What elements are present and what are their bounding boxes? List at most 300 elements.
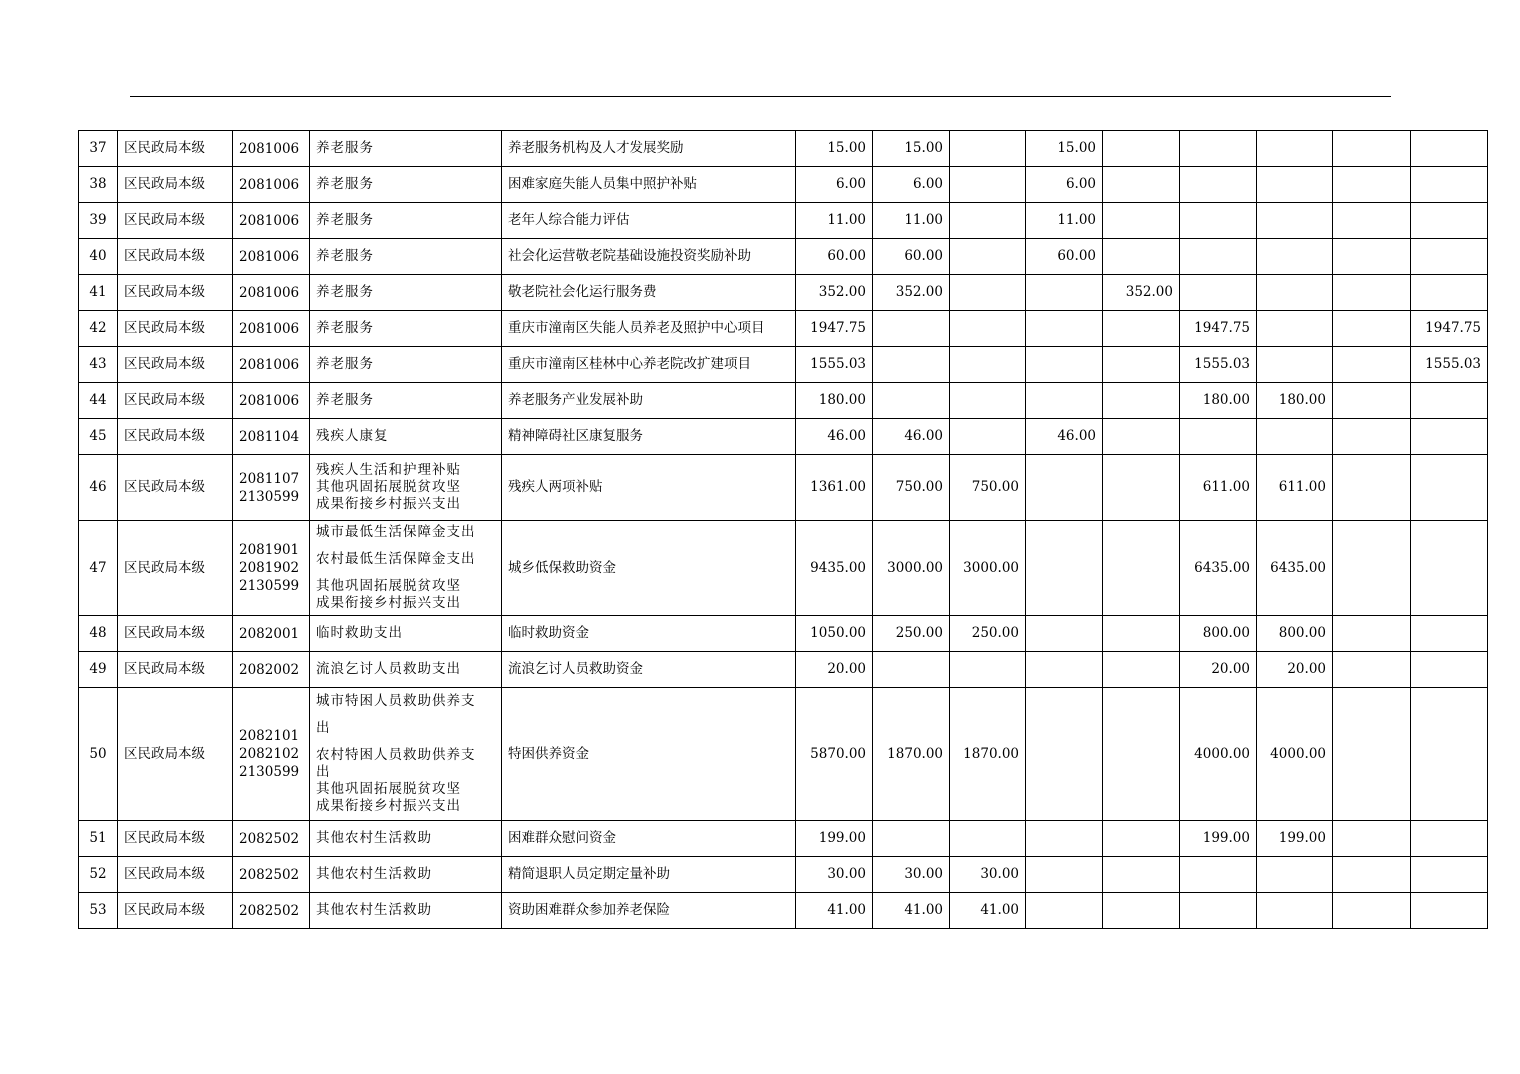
function-code: 2081104 bbox=[239, 428, 300, 445]
unit-cell: 区民政局本级 bbox=[118, 821, 233, 857]
row-number: 49 bbox=[79, 652, 118, 688]
amount-cell bbox=[1026, 821, 1103, 857]
function-code: 2082001 bbox=[239, 625, 300, 642]
amount-cell: 9435.00 bbox=[796, 521, 873, 616]
amount-cell: 41.00 bbox=[950, 893, 1026, 929]
amount-cell: 352.00 bbox=[1103, 275, 1180, 311]
project-name-cell: 敬老院社会化运行服务费 bbox=[502, 275, 796, 311]
function-category-cell bbox=[310, 239, 502, 275]
amount-cell bbox=[950, 239, 1026, 275]
function-category: 城市特困人员救助供养支 bbox=[316, 693, 476, 709]
row-number: 44 bbox=[79, 383, 118, 419]
project-name-cell: 临时救助资金 bbox=[502, 616, 796, 652]
amount-cell bbox=[1103, 167, 1180, 203]
amount-cell bbox=[1333, 347, 1411, 383]
function-category-cell bbox=[310, 821, 502, 857]
amount-cell bbox=[1411, 821, 1488, 857]
amount-cell bbox=[1333, 239, 1411, 275]
amount-cell: 800.00 bbox=[1180, 616, 1257, 652]
amount-cell bbox=[1257, 419, 1333, 455]
amount-cell: 750.00 bbox=[950, 455, 1026, 521]
amount-cell: 800.00 bbox=[1257, 616, 1333, 652]
amount-cell: 5870.00 bbox=[796, 688, 873, 821]
function-category: 其他农村生活救助 bbox=[316, 830, 432, 846]
function-code-cell bbox=[233, 167, 310, 203]
amount-cell bbox=[1180, 131, 1257, 167]
function-code-cell bbox=[233, 275, 310, 311]
amount-cell bbox=[1180, 239, 1257, 275]
project-name-cell: 资助困难群众参加养老保险 bbox=[502, 893, 796, 929]
amount-cell: 60.00 bbox=[873, 239, 950, 275]
function-code: 2081901 bbox=[239, 542, 300, 558]
amount-cell: 199.00 bbox=[796, 821, 873, 857]
function-code: 2130599 bbox=[239, 764, 300, 780]
amount-cell bbox=[1103, 857, 1180, 893]
amount-cell bbox=[1333, 383, 1411, 419]
amount-cell bbox=[1333, 311, 1411, 347]
table-row bbox=[79, 275, 1488, 311]
project-name-cell: 残疾人两项补贴 bbox=[502, 455, 796, 521]
amount-cell: 1555.03 bbox=[796, 347, 873, 383]
amount-cell: 15.00 bbox=[873, 131, 950, 167]
amount-cell bbox=[1257, 311, 1333, 347]
function-category: 农村最低生活保障金支出 bbox=[316, 551, 476, 567]
function-category-cell bbox=[310, 857, 502, 893]
table-row bbox=[79, 131, 1488, 167]
amount-cell bbox=[873, 652, 950, 688]
amount-cell bbox=[1180, 203, 1257, 239]
function-code: 2130599 bbox=[239, 488, 300, 505]
amount-cell bbox=[1411, 652, 1488, 688]
function-category: 临时救助支出 bbox=[316, 625, 403, 641]
function-category-cell bbox=[310, 616, 502, 652]
amount-cell bbox=[1411, 167, 1488, 203]
function-code-cell bbox=[233, 347, 310, 383]
amount-cell bbox=[1411, 203, 1488, 239]
table-row bbox=[79, 419, 1488, 455]
row-number: 41 bbox=[79, 275, 118, 311]
amount-cell bbox=[1103, 893, 1180, 929]
project-name-cell: 精简退职人员定期定量补助 bbox=[502, 857, 796, 893]
amount-cell bbox=[1180, 275, 1257, 311]
amount-cell bbox=[1333, 521, 1411, 616]
amount-cell: 611.00 bbox=[1257, 455, 1333, 521]
table-row bbox=[79, 688, 1488, 821]
amount-cell bbox=[1257, 347, 1333, 383]
function-code: 2081902 bbox=[239, 560, 300, 576]
function-code: 2081006 bbox=[239, 176, 300, 193]
amount-cell bbox=[1103, 521, 1180, 616]
amount-cell: 250.00 bbox=[873, 616, 950, 652]
amount-cell bbox=[1257, 167, 1333, 203]
unit-cell: 区民政局本级 bbox=[118, 167, 233, 203]
function-category: 残疾人康复 bbox=[316, 428, 389, 444]
table-row bbox=[79, 311, 1488, 347]
table-row bbox=[79, 521, 1488, 616]
unit-cell: 区民政局本级 bbox=[118, 239, 233, 275]
function-category: 成果衔接乡村振兴支出 bbox=[316, 496, 461, 512]
amount-cell: 30.00 bbox=[873, 857, 950, 893]
amount-cell bbox=[1411, 521, 1488, 616]
amount-cell bbox=[950, 203, 1026, 239]
amount-cell bbox=[1103, 347, 1180, 383]
amount-cell: 30.00 bbox=[950, 857, 1026, 893]
function-category: 城市最低生活保障金支出 bbox=[316, 524, 476, 540]
amount-cell bbox=[1411, 131, 1488, 167]
amount-cell bbox=[1103, 688, 1180, 821]
amount-cell: 46.00 bbox=[873, 419, 950, 455]
amount-cell bbox=[1411, 857, 1488, 893]
function-code: 2081006 bbox=[239, 320, 300, 337]
function-category: 其他农村生活救助 bbox=[316, 902, 432, 918]
function-code-cell bbox=[233, 131, 310, 167]
amount-cell bbox=[1333, 857, 1411, 893]
function-category-cell bbox=[310, 419, 502, 455]
function-code-cell bbox=[233, 239, 310, 275]
project-name-cell: 养老服务机构及人才发展奖励 bbox=[502, 131, 796, 167]
function-category: 成果衔接乡村振兴支出 bbox=[316, 798, 461, 814]
amount-cell bbox=[873, 347, 950, 383]
amount-cell bbox=[1180, 167, 1257, 203]
amount-cell bbox=[950, 419, 1026, 455]
amount-cell bbox=[1103, 419, 1180, 455]
amount-cell: 30.00 bbox=[796, 857, 873, 893]
row-number: 45 bbox=[79, 419, 118, 455]
function-category-cell bbox=[310, 275, 502, 311]
amount-cell: 1555.03 bbox=[1411, 347, 1488, 383]
amount-cell bbox=[950, 821, 1026, 857]
table-row bbox=[79, 821, 1488, 857]
function-code: 2081006 bbox=[239, 284, 300, 301]
amount-cell: 4000.00 bbox=[1257, 688, 1333, 821]
amount-cell: 1947.75 bbox=[796, 311, 873, 347]
amount-cell: 1361.00 bbox=[796, 455, 873, 521]
amount-cell bbox=[1257, 131, 1333, 167]
amount-cell: 20.00 bbox=[1180, 652, 1257, 688]
amount-cell: 6.00 bbox=[796, 167, 873, 203]
project-name-cell: 养老服务产业发展补助 bbox=[502, 383, 796, 419]
amount-cell bbox=[1103, 203, 1180, 239]
budget-table bbox=[78, 130, 1488, 929]
amount-cell bbox=[1333, 167, 1411, 203]
amount-cell: 6435.00 bbox=[1257, 521, 1333, 616]
amount-cell bbox=[1411, 616, 1488, 652]
amount-cell bbox=[1026, 521, 1103, 616]
row-number: 42 bbox=[79, 311, 118, 347]
function-code-cell bbox=[233, 419, 310, 455]
table-row bbox=[79, 893, 1488, 929]
function-category: 其他巩固拓展脱贫攻坚 bbox=[316, 781, 461, 797]
amount-cell: 20.00 bbox=[1257, 652, 1333, 688]
amount-cell bbox=[1026, 275, 1103, 311]
table-row bbox=[79, 652, 1488, 688]
amount-cell: 750.00 bbox=[873, 455, 950, 521]
unit-cell: 区民政局本级 bbox=[118, 275, 233, 311]
project-name-cell: 特困供养资金 bbox=[502, 688, 796, 821]
amount-cell bbox=[950, 167, 1026, 203]
function-code-cell bbox=[233, 688, 310, 821]
amount-cell bbox=[1026, 893, 1103, 929]
function-category-cell bbox=[310, 455, 502, 521]
amount-cell bbox=[1411, 275, 1488, 311]
function-category: 养老服务 bbox=[316, 248, 374, 264]
function-category: 养老服务 bbox=[316, 212, 374, 228]
amount-cell bbox=[1026, 688, 1103, 821]
amount-cell: 352.00 bbox=[796, 275, 873, 311]
amount-cell: 41.00 bbox=[873, 893, 950, 929]
function-category-cell bbox=[310, 203, 502, 239]
function-code-cell bbox=[233, 857, 310, 893]
project-name-cell: 精神障碍社区康复服务 bbox=[502, 419, 796, 455]
row-number: 52 bbox=[79, 857, 118, 893]
amount-cell: 46.00 bbox=[1026, 419, 1103, 455]
amount-cell: 15.00 bbox=[1026, 131, 1103, 167]
amount-cell bbox=[1026, 455, 1103, 521]
amount-cell bbox=[1411, 893, 1488, 929]
function-category: 农村特困人员救助供养支 bbox=[316, 747, 476, 763]
unit-cell: 区民政局本级 bbox=[118, 521, 233, 616]
project-name-cell: 困难家庭失能人员集中照护补贴 bbox=[502, 167, 796, 203]
function-category-cell bbox=[310, 131, 502, 167]
function-category: 养老服务 bbox=[316, 140, 374, 156]
amount-cell: 1555.03 bbox=[1180, 347, 1257, 383]
row-number: 39 bbox=[79, 203, 118, 239]
amount-cell: 60.00 bbox=[796, 239, 873, 275]
row-number: 51 bbox=[79, 821, 118, 857]
unit-cell: 区民政局本级 bbox=[118, 419, 233, 455]
amount-cell: 250.00 bbox=[950, 616, 1026, 652]
amount-cell: 60.00 bbox=[1026, 239, 1103, 275]
row-number: 50 bbox=[79, 688, 118, 821]
amount-cell: 1947.75 bbox=[1411, 311, 1488, 347]
amount-cell bbox=[950, 311, 1026, 347]
amount-cell bbox=[1180, 419, 1257, 455]
amount-cell bbox=[1257, 893, 1333, 929]
function-code: 2081107 bbox=[239, 470, 300, 487]
amount-cell: 3000.00 bbox=[950, 521, 1026, 616]
function-category-cell bbox=[310, 652, 502, 688]
unit-cell: 区民政局本级 bbox=[118, 616, 233, 652]
function-category: 其他巩固拓展脱贫攻坚 bbox=[316, 578, 461, 594]
amount-cell bbox=[950, 131, 1026, 167]
function-code-cell bbox=[233, 616, 310, 652]
amount-cell bbox=[873, 311, 950, 347]
function-code-cell bbox=[233, 521, 310, 616]
amount-cell: 1050.00 bbox=[796, 616, 873, 652]
function-code-cell bbox=[233, 455, 310, 521]
unit-cell: 区民政局本级 bbox=[118, 203, 233, 239]
amount-cell: 180.00 bbox=[1257, 383, 1333, 419]
amount-cell bbox=[1180, 857, 1257, 893]
amount-cell bbox=[1103, 616, 1180, 652]
project-name-cell: 困难群众慰问资金 bbox=[502, 821, 796, 857]
amount-cell bbox=[1411, 419, 1488, 455]
function-category: 养老服务 bbox=[316, 284, 374, 300]
table-row bbox=[79, 167, 1488, 203]
amount-cell bbox=[1333, 652, 1411, 688]
function-category-cell bbox=[310, 311, 502, 347]
function-category-cell bbox=[310, 347, 502, 383]
function-code: 2082502 bbox=[239, 902, 300, 919]
amount-cell: 1870.00 bbox=[950, 688, 1026, 821]
function-category: 养老服务 bbox=[316, 320, 374, 336]
project-name-cell: 流浪乞讨人员救助资金 bbox=[502, 652, 796, 688]
function-category-cell bbox=[310, 521, 502, 616]
unit-cell: 区民政局本级 bbox=[118, 131, 233, 167]
function-code: 2082502 bbox=[239, 866, 300, 883]
function-category: 养老服务 bbox=[316, 392, 374, 408]
amount-cell bbox=[1257, 239, 1333, 275]
row-number: 53 bbox=[79, 893, 118, 929]
amount-cell: 11.00 bbox=[796, 203, 873, 239]
amount-cell: 6.00 bbox=[1026, 167, 1103, 203]
function-category: 养老服务 bbox=[316, 176, 374, 192]
project-name-cell: 社会化运营敬老院基础设施投资奖励补助 bbox=[502, 239, 796, 275]
amount-cell bbox=[1103, 652, 1180, 688]
amount-cell: 180.00 bbox=[1180, 383, 1257, 419]
function-category: 养老服务 bbox=[316, 356, 374, 372]
amount-cell bbox=[1411, 455, 1488, 521]
amount-cell bbox=[1103, 131, 1180, 167]
amount-cell: 41.00 bbox=[796, 893, 873, 929]
amount-cell bbox=[1026, 616, 1103, 652]
unit-cell: 区民政局本级 bbox=[118, 857, 233, 893]
table-row bbox=[79, 383, 1488, 419]
table-body bbox=[79, 131, 1488, 929]
amount-cell bbox=[1333, 419, 1411, 455]
amount-cell bbox=[950, 383, 1026, 419]
function-category: 流浪乞讨人员救助支出 bbox=[316, 661, 461, 677]
function-code-cell bbox=[233, 893, 310, 929]
table-row bbox=[79, 616, 1488, 652]
amount-cell bbox=[1026, 311, 1103, 347]
row-number: 46 bbox=[79, 455, 118, 521]
amount-cell bbox=[1026, 652, 1103, 688]
amount-cell bbox=[1103, 311, 1180, 347]
amount-cell: 199.00 bbox=[1180, 821, 1257, 857]
function-code: 2081006 bbox=[239, 248, 300, 265]
amount-cell bbox=[1333, 893, 1411, 929]
table-row bbox=[79, 857, 1488, 893]
amount-cell bbox=[1333, 203, 1411, 239]
amount-cell bbox=[873, 821, 950, 857]
amount-cell bbox=[1103, 239, 1180, 275]
function-category: 出 bbox=[316, 720, 331, 736]
function-category: 成果衔接乡村振兴支出 bbox=[316, 595, 461, 611]
function-code: 2082002 bbox=[239, 661, 300, 678]
amount-cell: 199.00 bbox=[1257, 821, 1333, 857]
function-category: 出 bbox=[316, 764, 331, 780]
function-code: 2130599 bbox=[239, 578, 300, 594]
row-number: 40 bbox=[79, 239, 118, 275]
amount-cell: 46.00 bbox=[796, 419, 873, 455]
function-category-cell bbox=[310, 383, 502, 419]
function-code-cell bbox=[233, 383, 310, 419]
amount-cell bbox=[1333, 688, 1411, 821]
table-row bbox=[79, 347, 1488, 383]
table-row bbox=[79, 203, 1488, 239]
function-code: 2081006 bbox=[239, 140, 300, 157]
amount-cell bbox=[950, 652, 1026, 688]
amount-cell: 11.00 bbox=[873, 203, 950, 239]
header-rule bbox=[130, 96, 1391, 97]
function-category-cell bbox=[310, 893, 502, 929]
amount-cell bbox=[1026, 383, 1103, 419]
table-row bbox=[79, 455, 1488, 521]
function-code-cell bbox=[233, 652, 310, 688]
unit-cell: 区民政局本级 bbox=[118, 311, 233, 347]
amount-cell bbox=[1103, 383, 1180, 419]
row-number: 48 bbox=[79, 616, 118, 652]
amount-cell bbox=[1257, 275, 1333, 311]
function-category-cell bbox=[310, 167, 502, 203]
amount-cell bbox=[1333, 616, 1411, 652]
amount-cell bbox=[1103, 821, 1180, 857]
unit-cell: 区民政局本级 bbox=[118, 893, 233, 929]
amount-cell: 6.00 bbox=[873, 167, 950, 203]
function-code-cell bbox=[233, 311, 310, 347]
amount-cell bbox=[1180, 893, 1257, 929]
amount-cell bbox=[1411, 239, 1488, 275]
amount-cell: 352.00 bbox=[873, 275, 950, 311]
amount-cell: 6435.00 bbox=[1180, 521, 1257, 616]
row-number: 37 bbox=[79, 131, 118, 167]
function-code: 2082502 bbox=[239, 830, 300, 847]
row-number: 38 bbox=[79, 167, 118, 203]
amount-cell: 611.00 bbox=[1180, 455, 1257, 521]
unit-cell: 区民政局本级 bbox=[118, 455, 233, 521]
amount-cell: 11.00 bbox=[1026, 203, 1103, 239]
amount-cell bbox=[1333, 821, 1411, 857]
project-name-cell: 老年人综合能力评估 bbox=[502, 203, 796, 239]
amount-cell: 1870.00 bbox=[873, 688, 950, 821]
function-code: 2082102 bbox=[239, 746, 300, 762]
row-number: 47 bbox=[79, 521, 118, 616]
amount-cell bbox=[1103, 455, 1180, 521]
function-code-cell bbox=[233, 203, 310, 239]
amount-cell: 1947.75 bbox=[1180, 311, 1257, 347]
function-code-cell bbox=[233, 821, 310, 857]
function-category: 残疾人生活和护理补贴 bbox=[316, 462, 461, 478]
function-category-cell bbox=[310, 688, 502, 821]
function-category: 其他巩固拓展脱贫攻坚 bbox=[316, 479, 461, 495]
function-code: 2081006 bbox=[239, 392, 300, 409]
table-row bbox=[79, 239, 1488, 275]
amount-cell: 15.00 bbox=[796, 131, 873, 167]
amount-cell bbox=[1411, 383, 1488, 419]
project-name-cell: 城乡低保救助资金 bbox=[502, 521, 796, 616]
row-number: 43 bbox=[79, 347, 118, 383]
amount-cell bbox=[1257, 203, 1333, 239]
amount-cell bbox=[950, 347, 1026, 383]
amount-cell bbox=[1026, 857, 1103, 893]
amount-cell bbox=[950, 275, 1026, 311]
function-category: 其他农村生活救助 bbox=[316, 866, 432, 882]
project-name-cell: 重庆市潼南区失能人员养老及照护中心项目 bbox=[502, 311, 796, 347]
unit-cell: 区民政局本级 bbox=[118, 688, 233, 821]
amount-cell bbox=[1257, 857, 1333, 893]
amount-cell bbox=[1333, 131, 1411, 167]
unit-cell: 区民政局本级 bbox=[118, 383, 233, 419]
amount-cell bbox=[1411, 688, 1488, 821]
amount-cell bbox=[873, 383, 950, 419]
amount-cell: 3000.00 bbox=[873, 521, 950, 616]
function-code: 2082101 bbox=[239, 728, 300, 744]
amount-cell: 180.00 bbox=[796, 383, 873, 419]
amount-cell bbox=[1333, 455, 1411, 521]
unit-cell: 区民政局本级 bbox=[118, 652, 233, 688]
amount-cell bbox=[1333, 275, 1411, 311]
